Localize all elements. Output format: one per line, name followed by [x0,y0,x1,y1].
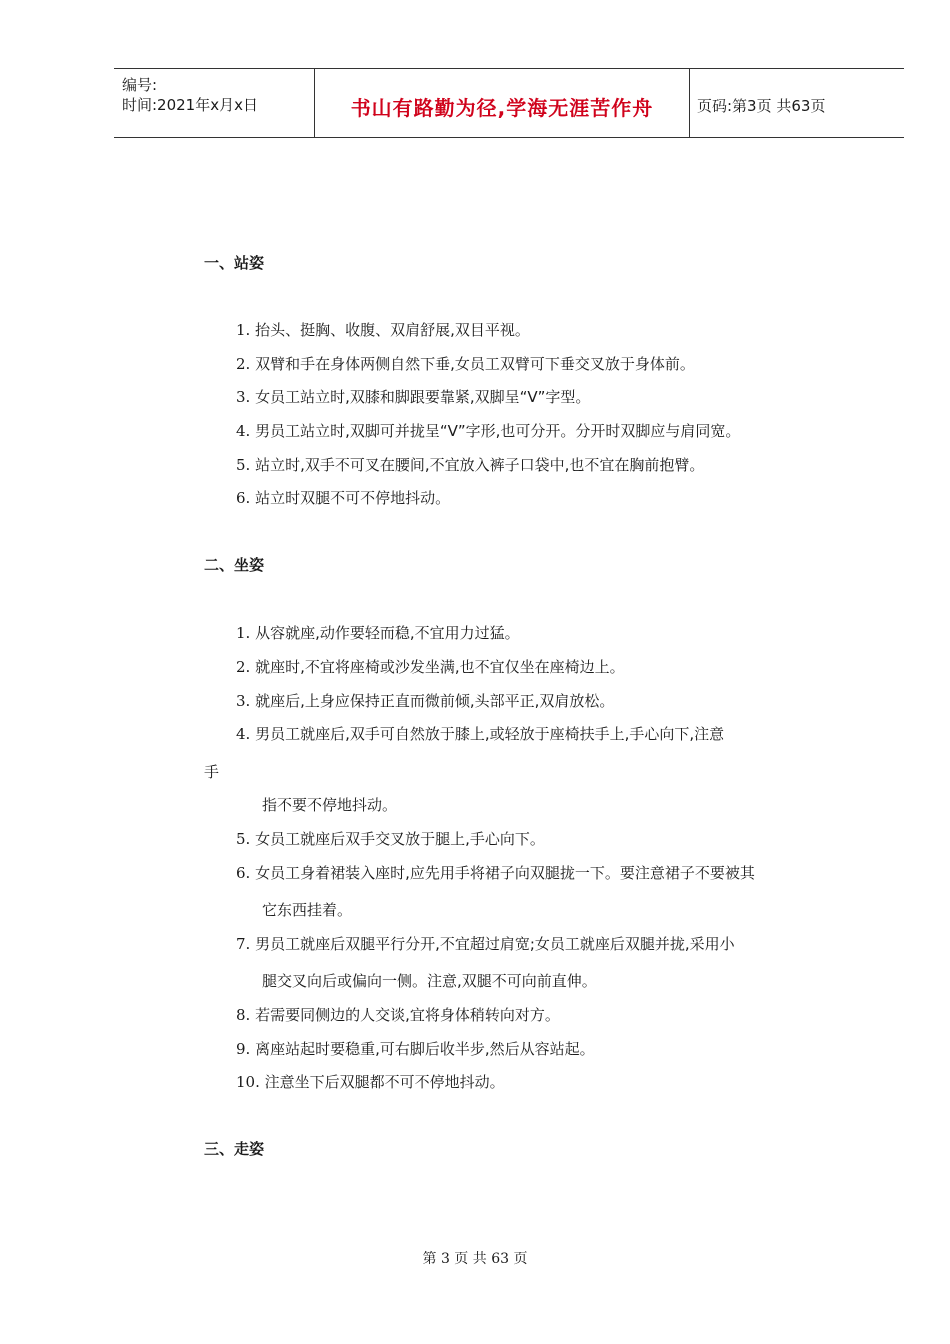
list-item [236,386,590,407]
item-continuation: 手 [204,763,220,781]
list-item [236,487,450,508]
item-text: 就座后,上身应保持正直而微前倾,头部平正,双肩放松。 [255,692,615,710]
list-item [236,622,520,643]
list-item [236,828,545,849]
header-page-info: 页码:第3页 共63页 [697,97,826,115]
item-text: 双臂和手在身体两侧自然下垂,女员工双臂可下垂交叉放于身体前。 [255,355,695,373]
item-text: 女员工站立时,双膝和脚跟要靠紧,双脚呈“V”字型。 [255,388,591,406]
item-number: 2. [236,355,251,373]
item-number: 6. [236,864,251,882]
item-text: 就座时,不宜将座椅或沙发坐满,也不宜仅坐在座椅边上。 [255,658,625,676]
document-time-label: 时间:2021年x月x日 [122,96,258,114]
item-number: 5. [236,456,251,474]
list-item [236,933,735,954]
list-item [236,454,704,475]
list-item [236,319,530,340]
item-number: 9. [236,1040,251,1058]
page-footer: 第 3 页 共 63 页 [422,1251,528,1267]
item-continuation: 腿交叉向后或偏向一侧。注意,双腿不可向前直伸。 [262,972,597,990]
item-text: 站立时双腿不可不停地抖动。 [255,489,451,507]
item-text: 从容就座,动作要轻而稳,不宜用力过猛。 [255,624,520,642]
item-number: 3. [236,692,251,710]
header-motto: 书山有路勤为径,学海无涯苦作舟 [350,96,654,120]
header-right-cell [689,69,904,137]
item-text: 女员工身着裙装入座时,应先用手将裙子向双腿拢一下。要注意裙子不要被其 [255,864,755,882]
item-number: 10. [236,1073,260,1091]
item-text: 男员工就座后双腿平行分开,不宜超过肩宽;女员工就座后双腿并拢,采用小 [255,935,735,953]
header-motto-cell [314,69,690,137]
list-item [236,862,755,883]
document-number-label: 编号: [122,76,158,94]
item-number: 3. [236,388,251,406]
item-number: 4. [236,725,251,743]
list-item [236,420,740,441]
section-heading-standing: 一、站姿 [204,254,265,272]
list-item [236,353,695,374]
item-text: 男员工就座后,双手可自然放于膝上,或轻放于座椅扶手上,手心向下,注意 [255,725,725,743]
item-text: 抬头、挺胸、收腹、双肩舒展,双目平视。 [255,321,530,339]
header-left-cell [114,69,314,137]
item-number: 5. [236,830,251,848]
list-item [236,723,724,744]
item-number: 1. [236,624,251,642]
item-number: 8. [236,1006,251,1024]
section-heading-sitting: 二、坐姿 [204,556,265,574]
item-text: 离座站起时要稳重,可右脚后收半步,然后从容站起。 [255,1040,595,1058]
section-heading-walking: 三、走姿 [204,1140,265,1158]
item-continuation: 指不要不停地抖动。 [262,796,398,814]
list-item [236,1071,505,1092]
list-item [236,656,625,677]
item-number: 2. [236,658,251,676]
item-text: 注意坐下后双腿都不可不停地抖动。 [264,1073,505,1091]
item-text: 男员工站立时,双脚可并拢呈“V”字形,也可分开。分开时双脚应与肩同宽。 [255,422,741,440]
item-number: 1. [236,321,251,339]
list-item [236,1004,560,1025]
item-text: 女员工就座后双手交叉放于腿上,手心向下。 [255,830,545,848]
item-number: 6. [236,489,251,507]
item-number: 7. [236,935,251,953]
page-header [114,68,904,138]
list-item [236,1038,595,1059]
item-number: 4. [236,422,251,440]
item-text: 若需要同侧边的人交谈,宜将身体稍转向对方。 [255,1006,560,1024]
list-item [236,690,614,711]
item-continuation: 它东西挂着。 [262,901,353,919]
item-text: 站立时,双手不可叉在腰间,不宜放入裤子口袋中,也不宜在胸前抱臂。 [255,456,705,474]
